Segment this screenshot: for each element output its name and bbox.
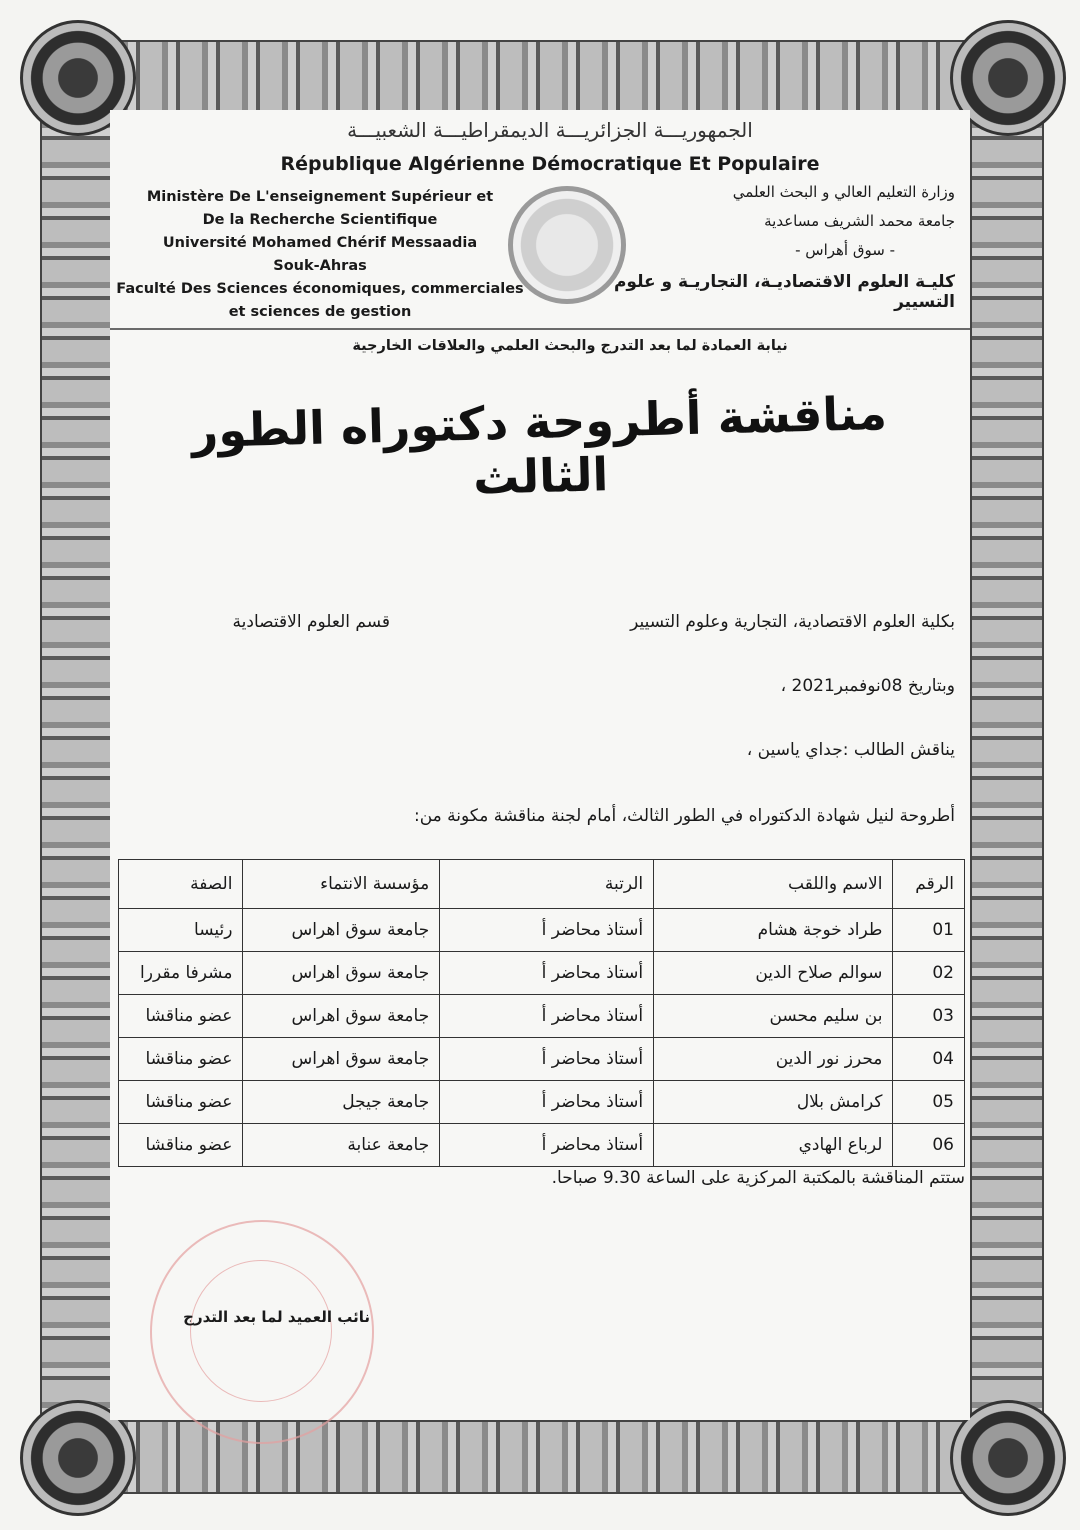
cell-name: لرباع الهادي <box>654 1124 893 1167</box>
fr-line: Faculté Des Sciences économiques, commerciales <box>116 281 524 297</box>
border-top <box>40 40 1044 114</box>
cell-institution: جامعة عنابة <box>243 1124 440 1167</box>
table-row <box>119 952 965 995</box>
header-role: الصفة <box>119 860 243 909</box>
institution-arabic <box>700 178 955 265</box>
cell-name: بن سليم محسن <box>654 995 893 1038</box>
header-number: الرقم <box>893 860 965 909</box>
defense-location-note: ستتم المناقشة بالمكتبة المركزية على الساعة 9.30 صباحا. <box>551 1168 965 1188</box>
ar-line: - سوق أهراس - <box>795 241 895 259</box>
cell-name: سوالم صلاح الدين <box>654 952 893 995</box>
border-left <box>40 40 114 1494</box>
cell-institution: جامعة سوق اهراس <box>243 952 440 995</box>
cell-number: 02 <box>893 952 965 995</box>
faculty-arabic: كليـة العلوم الاقتصاديـة، التجاريـة و علوم التسيير <box>613 272 955 312</box>
date-line: وبتاريخ 08نوفمبر2021 ، <box>780 676 955 696</box>
institution-french <box>110 186 530 324</box>
cell-role: عضو مناقشا <box>119 1081 243 1124</box>
table-row <box>119 995 965 1038</box>
border-right <box>970 40 1044 1494</box>
cell-role: مشرفا مقررا <box>119 952 243 995</box>
cell-number: 01 <box>893 909 965 952</box>
cell-institution: جامعة جيجل <box>243 1081 440 1124</box>
jury-table <box>118 859 965 1167</box>
cell-institution: جامعة سوق اهراس <box>243 995 440 1038</box>
department-line: قسم العلوم الاقتصادية <box>232 612 390 632</box>
ar-line: جامعة محمد الشريف مساعدية <box>764 212 955 230</box>
republic-arabic: الجمهوريـــة الجزائريـــة الديمقراطيـــة الشعبيـــة <box>347 118 753 142</box>
cell-name: طراد خوجة هشام <box>654 909 893 952</box>
document-title: مناقشة أطروحة دكتوراه الطور الثالث <box>191 385 888 505</box>
header-institution: مؤسسة الانتماء <box>243 860 440 909</box>
cell-role: عضو مناقشا <box>119 1124 243 1167</box>
table-row <box>119 1038 965 1081</box>
thesis-line: أطروحة لنيل شهادة الدكتوراه في الطور الثالث، أمام لجنة مناقشة مكونة من: <box>414 806 955 826</box>
table-row <box>119 1081 965 1124</box>
table-header-row <box>119 860 965 909</box>
fr-line: et sciences de gestion <box>228 304 412 320</box>
table-row <box>119 1124 965 1167</box>
cell-role: عضو مناقشا <box>119 1038 243 1081</box>
cell-number: 03 <box>893 995 965 1038</box>
table-row <box>119 909 965 952</box>
ar-line: وزارة التعليم العالي و البحث العلمي <box>732 183 955 201</box>
faculty-line: بكلية العلوم الاقتصادية، التجارية وعلوم التسيير <box>630 612 955 632</box>
cell-institution: جامعة سوق اهراس <box>243 1038 440 1081</box>
cell-rank: أستاذ محاضر أ <box>440 1038 654 1081</box>
cell-name: محرز نور الدين <box>654 1038 893 1081</box>
header-name: الاسم واللقب <box>654 860 893 909</box>
official-stamp-inner-icon <box>190 1260 332 1402</box>
cell-rank: أستاذ محاضر أ <box>440 952 654 995</box>
fr-line: Souk-Ahras <box>273 258 367 274</box>
cell-role: رئيسا <box>119 909 243 952</box>
signature-title: نائب العميد لما بعد التدرج <box>183 1308 370 1326</box>
header-rank: الرتبة <box>440 860 654 909</box>
cell-name: كرامش بلال <box>654 1081 893 1124</box>
fr-line: Université Mohamed Chérif Messaadia <box>162 235 478 251</box>
cell-number: 05 <box>893 1081 965 1124</box>
cell-rank: أستاذ محاضر أ <box>440 995 654 1038</box>
cell-number: 04 <box>893 1038 965 1081</box>
header-divider <box>110 328 970 330</box>
cell-institution: جامعة سوق اهراس <box>243 909 440 952</box>
student-line: يناقش الطالب :جداي ياسين ، <box>746 740 955 760</box>
cell-rank: أستاذ محاضر أ <box>440 1081 654 1124</box>
fr-line: Ministère De L'enseignement Supérieur et <box>146 189 494 205</box>
cell-number: 06 <box>893 1124 965 1167</box>
republic-french: République Algérienne Démocratique Et Populaire <box>280 153 820 175</box>
cell-rank: أستاذ محاضر أ <box>440 909 654 952</box>
border-bottom <box>40 1420 1044 1494</box>
cell-rank: أستاذ محاضر أ <box>440 1124 654 1167</box>
fr-line: De la Recherche Scientifique <box>202 212 438 228</box>
cell-role: عضو مناقشا <box>119 995 243 1038</box>
vice-deanship: نيابة العمادة لما بعد التدرج والبحث العلمي والعلاقات الخارجية <box>352 338 788 354</box>
